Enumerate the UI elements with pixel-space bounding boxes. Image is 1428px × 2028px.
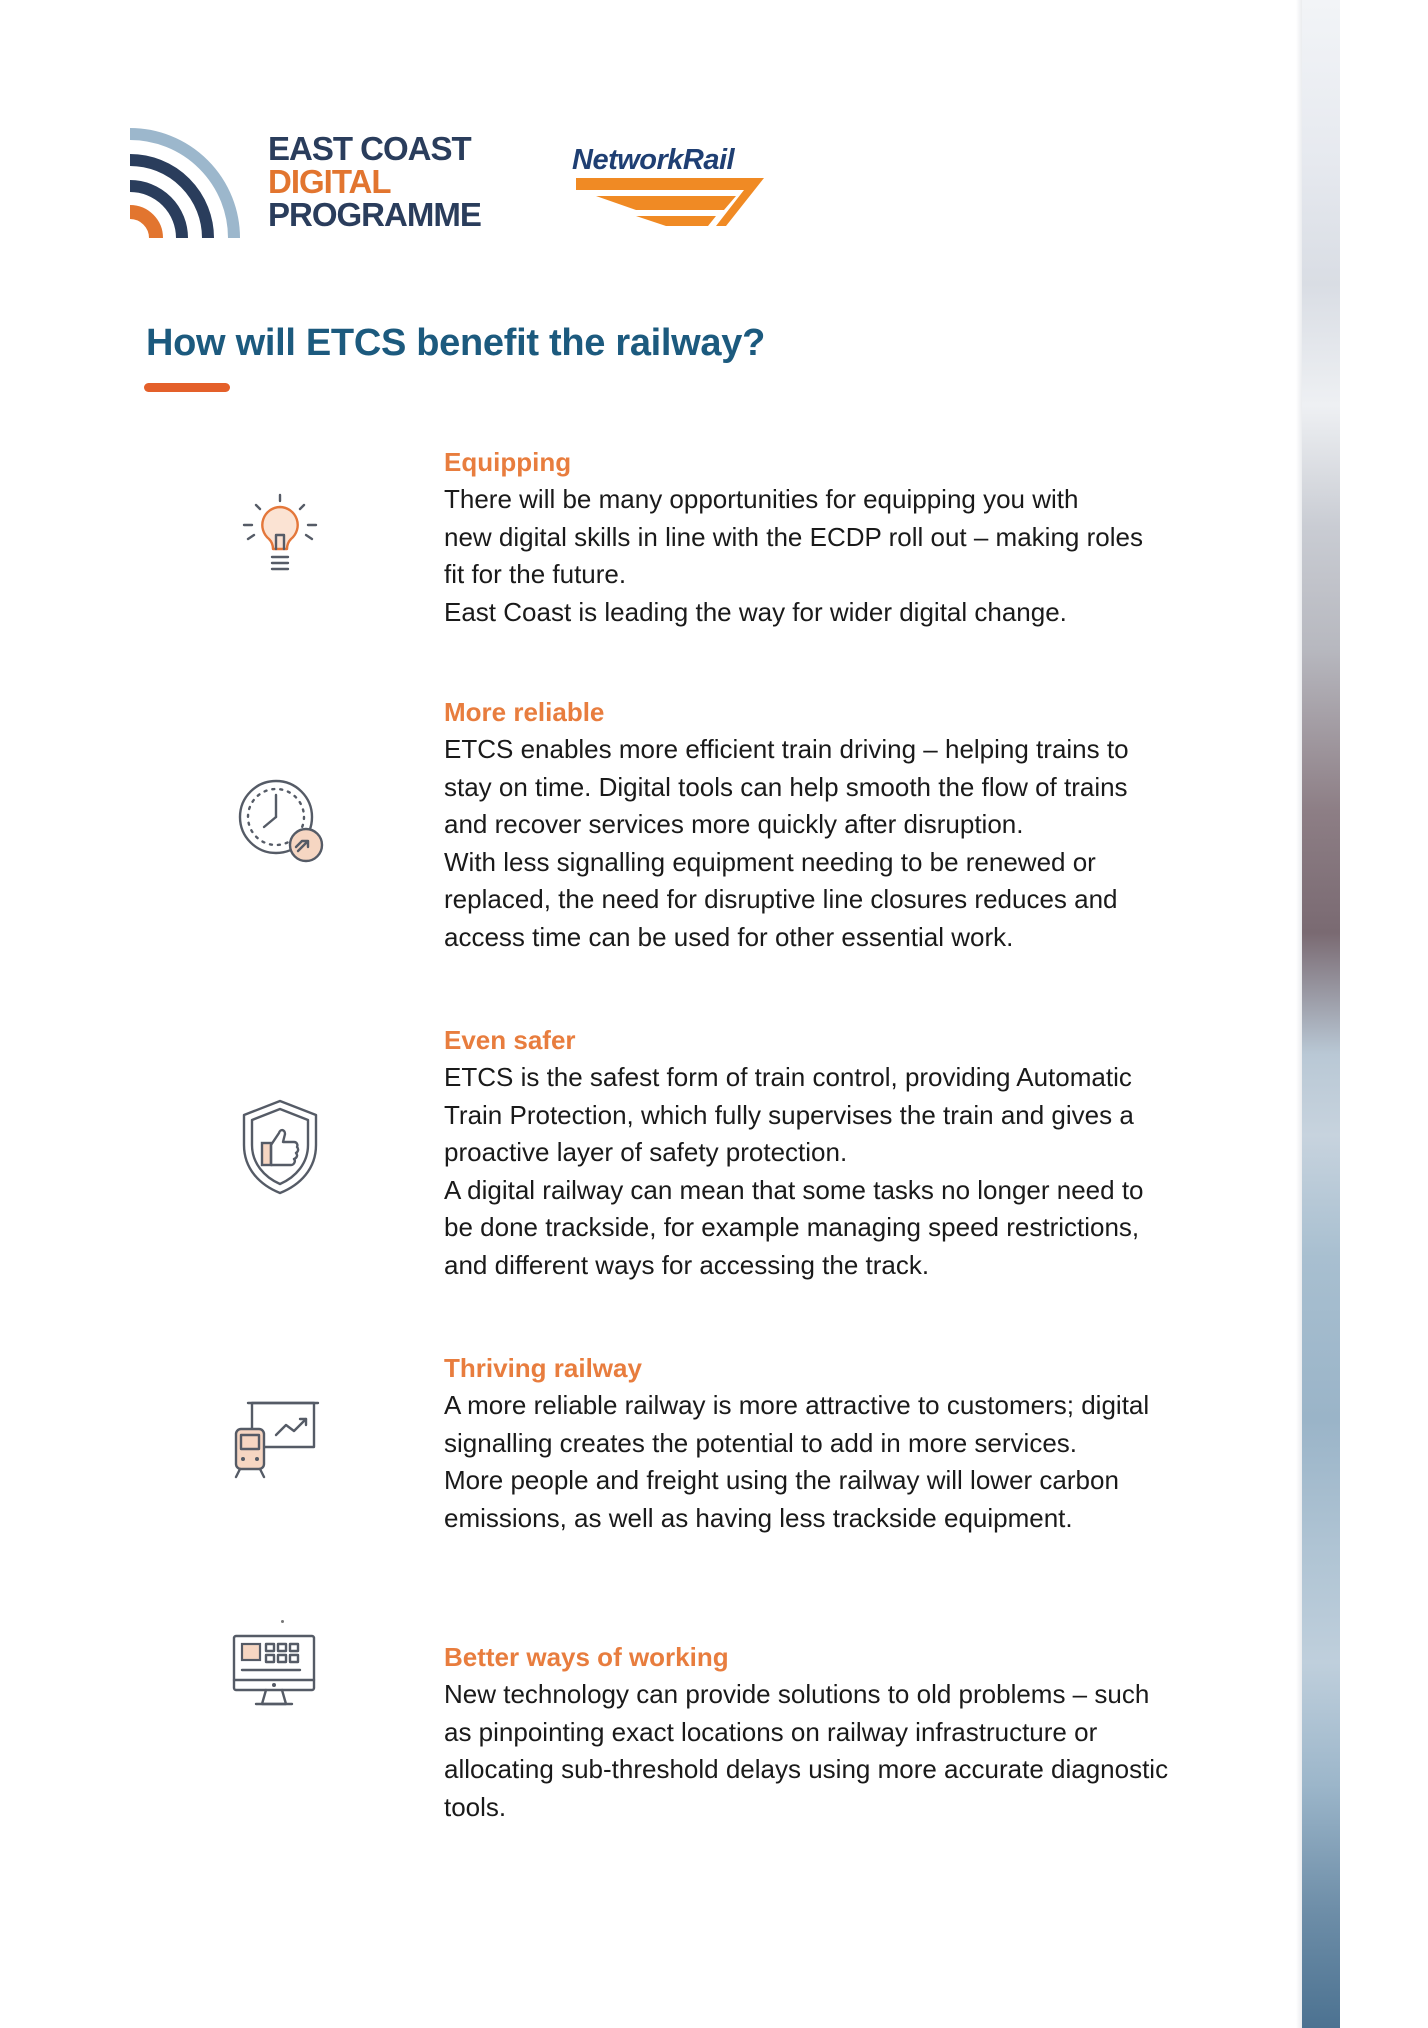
section-line: access time can be used for other essential work.	[444, 921, 1014, 952]
section-line: With less signalling equipment needing to be renewed or	[444, 846, 1096, 877]
page-title: How will ETCS benefit the railway?	[146, 322, 766, 364]
section-body	[444, 1021, 1264, 1284]
section-line: proactive layer of safety protection.	[444, 1137, 848, 1167]
section-body	[444, 443, 1264, 631]
section-line: and different ways for accessing the track.	[444, 1249, 930, 1280]
ecdp-line-1: EAST COAST	[268, 130, 471, 167]
section-line: signalling creates the potential to add in more services.	[444, 1427, 1078, 1458]
section-line: stay on time. Digital tools can help smooth the flow of trains	[444, 771, 1128, 802]
section-line: East Coast is leading the way for wider digital change.	[444, 596, 1067, 627]
section-line: emissions, as well as having less trackside equipment.	[444, 1502, 1073, 1533]
section-body	[444, 1349, 1264, 1537]
section-line: be done trackside, for example managing speed restrictions,	[444, 1212, 1140, 1242]
section-line: A digital railway can mean that some tasks no longer need to	[444, 1174, 1144, 1205]
section-line: More people and freight using the railway will lower carbon	[444, 1465, 1119, 1495]
decorative-side-strip	[1302, 0, 1340, 2028]
section-line: allocating sub-threshold delays using more accurate diagnostic	[444, 1754, 1169, 1784]
section-heading: Better ways of working	[444, 1642, 729, 1672]
ecdp-logo	[126, 128, 526, 238]
section-heading: More reliable	[444, 697, 605, 727]
section-line: Train Protection, which fully supervises the train and gives a	[444, 1099, 1134, 1130]
section-heading: Even safer	[444, 1025, 576, 1055]
ecdp-logo-text	[268, 132, 481, 231]
section-line: tools.	[444, 1791, 507, 1822]
section-line: replaced, the need for disruptive line closures reduces and	[444, 884, 1118, 914]
monitor-dashboard-icon	[230, 1626, 330, 1726]
ecdp-line-3: PROGRAMME	[268, 196, 481, 233]
section-body	[444, 693, 1264, 956]
network-rail-wordmark: NetworkRail	[572, 144, 735, 176]
section-heading: Equipping	[444, 447, 572, 477]
section-heading: Thriving railway	[444, 1353, 642, 1383]
stray-dot	[281, 1620, 284, 1623]
train-chart-icon	[230, 1397, 330, 1497]
signal-arcs-icon	[126, 128, 258, 238]
section-line: ETCS enables more efficient train driving – helping trains to	[444, 734, 1129, 764]
network-rail-chevron-icon	[576, 176, 776, 228]
section-line: There will be many opportunities for equipping you with	[444, 484, 1079, 514]
clock-icon	[230, 773, 330, 873]
shield-thumbs-up-icon	[230, 1097, 330, 1197]
title-underline	[144, 383, 230, 392]
network-rail-logo	[572, 140, 782, 230]
section-line: New technology can provide solutions to old problems – such	[444, 1679, 1150, 1709]
lightbulb-icon	[230, 493, 330, 593]
section-line: as pinpointing exact locations on railway infrastructure or	[444, 1716, 1098, 1747]
section-line: and recover services more quickly after disruption.	[444, 809, 1024, 839]
ecdp-line-2: DIGITAL	[268, 163, 391, 200]
section-line: new digital skills in line with the ECDP roll out – making roles	[444, 521, 1143, 552]
section-line: fit for the future.	[444, 559, 627, 589]
section-line: ETCS is the safest form of train control, providing Automatic	[444, 1062, 1132, 1092]
section-line: A more reliable railway is more attractive to customers; digital	[444, 1390, 1150, 1420]
section-body	[444, 1638, 1264, 1826]
